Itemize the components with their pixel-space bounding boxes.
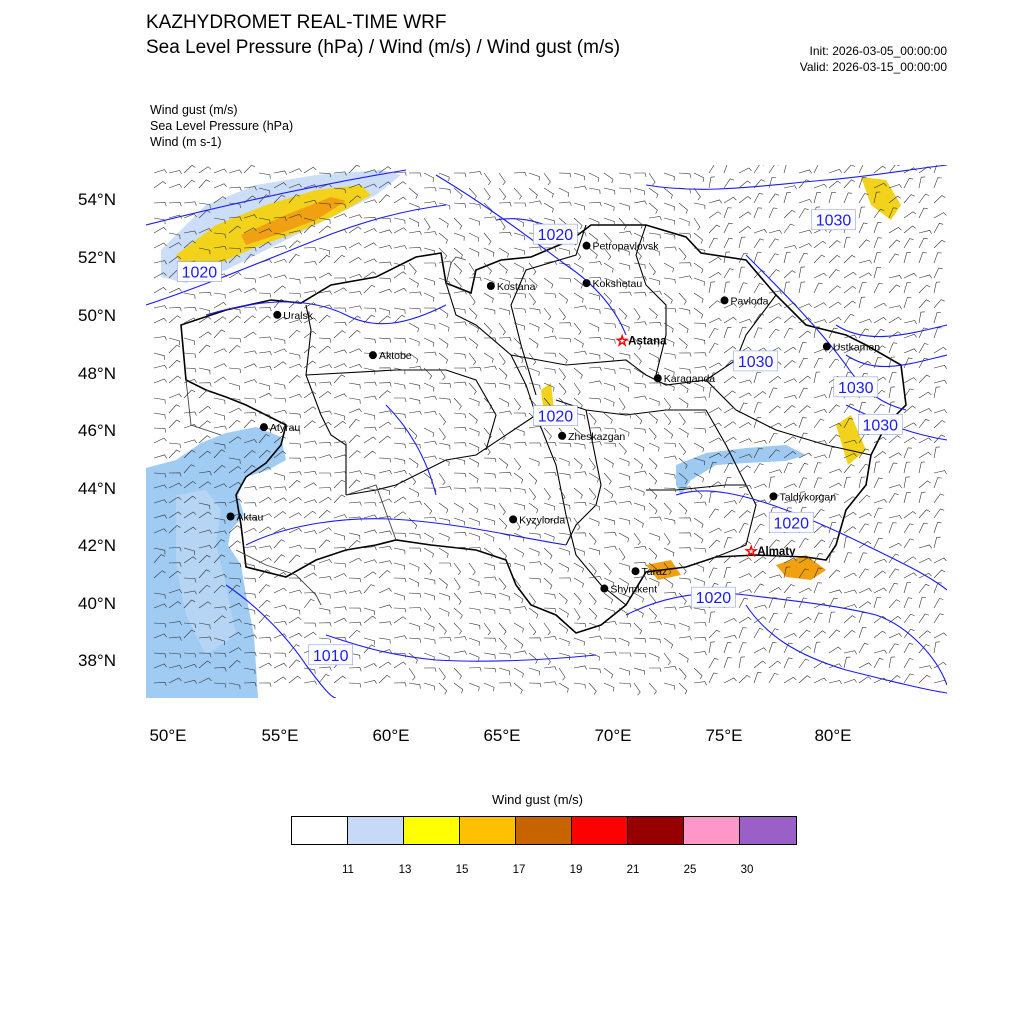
city-dot (583, 279, 591, 287)
lat-label: 42°N (78, 536, 116, 555)
colorbar-swatch (460, 817, 516, 844)
city-label: Almaty (757, 546, 796, 559)
isobar-label: 1020 (537, 408, 574, 426)
city-label: Petropavlovsk (592, 240, 659, 253)
lat-label: 48°N (78, 364, 116, 383)
lon-label: 75°E (705, 726, 743, 745)
lon-label: 50°E (149, 726, 187, 745)
city-dot (632, 567, 640, 575)
field-label-wind: Wind (m s-1) (150, 135, 222, 149)
colorbar-tick-label: 30 (740, 864, 754, 876)
colorbar-tick-label: 21 (626, 864, 640, 876)
lon-label: 70°E (594, 726, 632, 745)
city-label: Pavloda (730, 295, 769, 308)
colorbar-swatch (628, 817, 684, 844)
isobar-label: 1030 (837, 379, 874, 397)
lat-label: 52°N (78, 248, 116, 267)
lat-label: 46°N (78, 421, 116, 440)
city-label: Astana (628, 335, 667, 348)
lat-label: 44°N (78, 479, 116, 498)
city-dot (509, 515, 517, 523)
lon-label: 55°E (261, 726, 299, 745)
city-label: Aktobe (378, 350, 412, 363)
city-dot (260, 423, 268, 431)
colorbar-tick-label: 19 (569, 864, 583, 876)
city-dot (583, 242, 591, 250)
city-dot (227, 512, 235, 520)
isobar-label: 1030 (862, 417, 899, 435)
isobar-label: 1010 (312, 647, 349, 665)
isobar-label: 1030 (737, 353, 774, 371)
colorbar-tick-label: 17 (512, 864, 526, 876)
colorbar-swatch (684, 817, 740, 844)
colorbar-swatch (516, 817, 572, 844)
title-line-2: Sea Level Pressure (hPa) / Wind (m/s) / Wind gust (m/s) (146, 37, 621, 58)
isobar-label: 1020 (773, 515, 810, 533)
lat-label: 50°N (78, 306, 116, 325)
city-dot (654, 374, 662, 382)
lon-label: 80°E (814, 726, 852, 745)
city-label: Kokshetau (592, 278, 643, 291)
colorbar (291, 816, 797, 845)
lon-label: 65°E (483, 726, 521, 745)
map-canvas (146, 165, 947, 698)
field-label-pressure: Sea Level Pressure (hPa) (150, 119, 294, 133)
title-line-1: KAZHYDROMET REAL-TIME WRF (146, 12, 447, 33)
city-label: Ustkamen (832, 341, 881, 354)
isobar-label: 1020 (537, 227, 574, 245)
lat-label: 40°N (78, 594, 116, 613)
colorbar-tick-label: 11 (342, 864, 354, 876)
city-label: Taldykorgan (779, 491, 837, 504)
field-label-gust: Wind gust (m/s) (150, 103, 238, 117)
city-dot (721, 296, 729, 304)
colorbar-swatch (404, 817, 460, 844)
map-panel (146, 165, 947, 698)
city-dot (369, 351, 377, 359)
city-label: Atyrau (269, 422, 301, 435)
city-dot (487, 282, 495, 290)
init-time: Init: 2026-03-05_00:00:00 (809, 44, 947, 58)
city-label: Taraz (641, 566, 668, 579)
colorbar-title: Wind gust (m/s) (492, 792, 584, 807)
colorbar-tick-label: 13 (398, 864, 412, 876)
city-label: Shymkent (610, 583, 658, 596)
capital-star-icon: ☆ (615, 333, 629, 350)
colorbar-swatch (740, 817, 796, 844)
city-label: Zheskazgan (568, 430, 626, 443)
isobar-label: 1020 (695, 590, 732, 608)
capital-star-icon: ☆ (744, 544, 758, 561)
city-label: Aktau (236, 511, 264, 524)
isobar-label: 1020 (181, 264, 218, 282)
colorbar-tick-label: 15 (455, 864, 469, 876)
city-label: Kostana (496, 281, 536, 294)
city-label: Kyzylorda (519, 514, 566, 527)
lon-label: 60°E (372, 726, 410, 745)
isobar-label: 1030 (815, 212, 852, 230)
colorbar-swatch (572, 817, 628, 844)
city-dot (558, 432, 566, 440)
lat-label: 38°N (78, 651, 116, 670)
city-dot (769, 492, 777, 500)
valid-time: Valid: 2026-03-15_00:00:00 (799, 60, 947, 74)
city-label: Uralsk (283, 309, 314, 322)
city-label: Karaganda (663, 373, 716, 386)
city-dot (273, 311, 281, 319)
colorbar-swatch (292, 817, 348, 844)
colorbar-tick-label: 25 (683, 864, 697, 876)
lat-label: 54°N (78, 190, 116, 209)
city-dot (600, 585, 608, 593)
city-dot (823, 343, 831, 351)
colorbar-swatch (348, 817, 404, 844)
